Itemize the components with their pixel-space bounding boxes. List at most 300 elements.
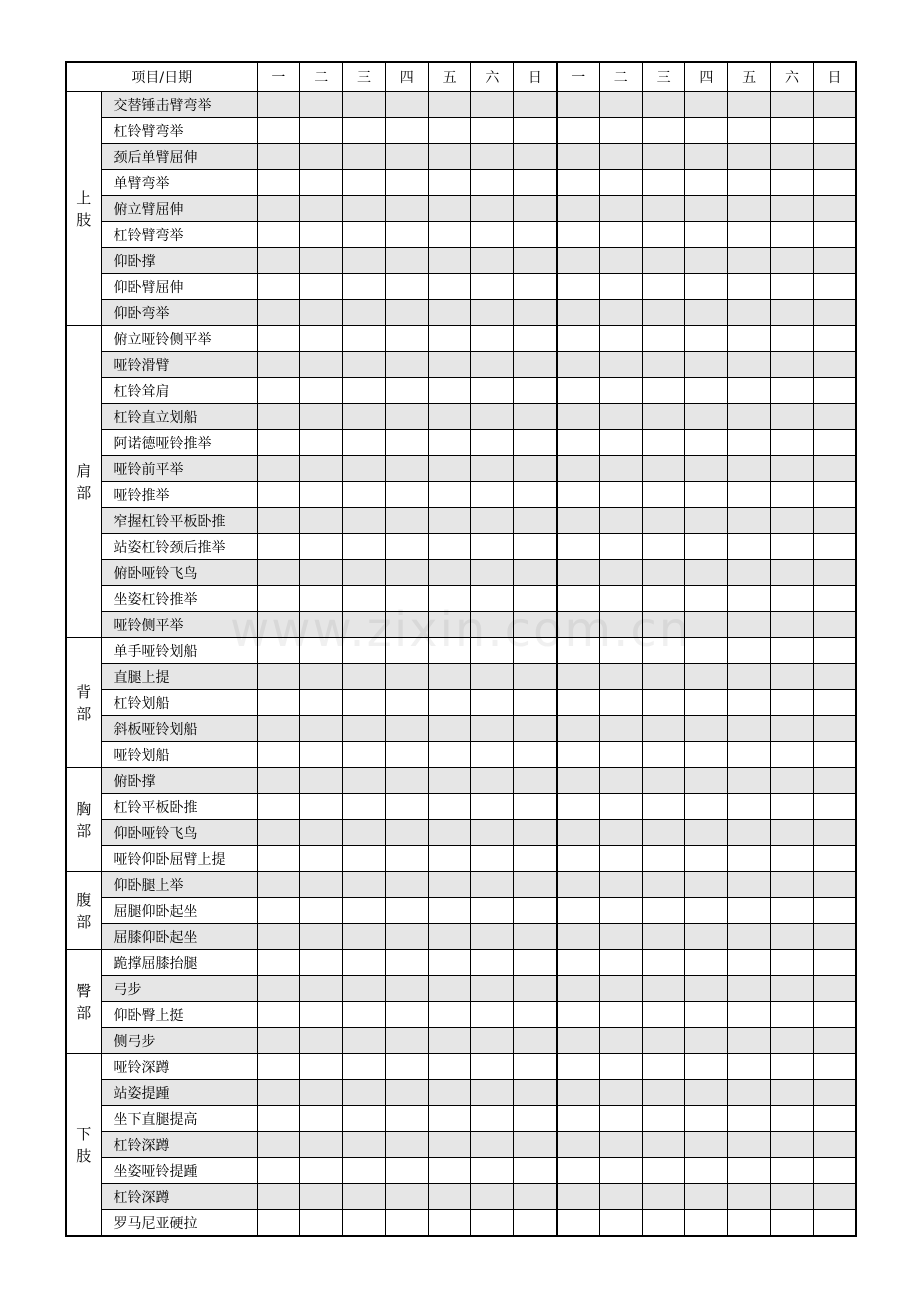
day-cell[interactable] <box>471 170 514 196</box>
day-cell[interactable] <box>300 976 343 1002</box>
day-cell[interactable] <box>728 690 771 716</box>
day-cell[interactable] <box>813 794 856 820</box>
day-cell[interactable] <box>257 742 300 768</box>
day-cell[interactable] <box>343 430 386 456</box>
day-cell[interactable] <box>642 1028 685 1054</box>
day-cell[interactable] <box>385 456 428 482</box>
day-cell[interactable] <box>257 664 300 690</box>
day-cell[interactable] <box>557 482 600 508</box>
day-cell[interactable] <box>771 92 814 118</box>
day-cell[interactable] <box>514 560 557 586</box>
day-cell[interactable] <box>428 1132 471 1158</box>
day-cell[interactable] <box>599 716 642 742</box>
day-cell[interactable] <box>471 872 514 898</box>
day-cell[interactable] <box>385 482 428 508</box>
day-cell[interactable] <box>343 1132 386 1158</box>
day-cell[interactable] <box>557 1132 600 1158</box>
day-cell[interactable] <box>471 950 514 976</box>
day-cell[interactable] <box>599 196 642 222</box>
day-cell[interactable] <box>728 196 771 222</box>
day-cell[interactable] <box>599 118 642 144</box>
day-cell[interactable] <box>599 482 642 508</box>
day-cell[interactable] <box>685 950 728 976</box>
day-cell[interactable] <box>771 144 814 170</box>
day-cell[interactable] <box>343 742 386 768</box>
day-cell[interactable] <box>343 794 386 820</box>
day-cell[interactable] <box>428 144 471 170</box>
day-cell[interactable] <box>514 300 557 326</box>
day-cell[interactable] <box>771 742 814 768</box>
day-cell[interactable] <box>428 976 471 1002</box>
day-cell[interactable] <box>257 794 300 820</box>
day-cell[interactable] <box>728 274 771 300</box>
day-cell[interactable] <box>428 794 471 820</box>
day-cell[interactable] <box>685 378 728 404</box>
day-cell[interactable] <box>813 92 856 118</box>
day-cell[interactable] <box>343 924 386 950</box>
day-cell[interactable] <box>257 1080 300 1106</box>
day-cell[interactable] <box>385 404 428 430</box>
day-cell[interactable] <box>813 716 856 742</box>
day-cell[interactable] <box>385 1184 428 1210</box>
day-cell[interactable] <box>428 820 471 846</box>
day-cell[interactable] <box>514 1054 557 1080</box>
day-cell[interactable] <box>685 222 728 248</box>
day-cell[interactable] <box>685 1184 728 1210</box>
day-cell[interactable] <box>300 586 343 612</box>
day-cell[interactable] <box>813 950 856 976</box>
day-cell[interactable] <box>728 1080 771 1106</box>
day-cell[interactable] <box>343 1002 386 1028</box>
day-cell[interactable] <box>771 1106 814 1132</box>
day-cell[interactable] <box>599 300 642 326</box>
day-cell[interactable] <box>642 534 685 560</box>
day-cell[interactable] <box>728 482 771 508</box>
day-cell[interactable] <box>599 820 642 846</box>
day-cell[interactable] <box>385 300 428 326</box>
day-cell[interactable] <box>471 820 514 846</box>
day-cell[interactable] <box>685 1132 728 1158</box>
day-cell[interactable] <box>728 1106 771 1132</box>
day-cell[interactable] <box>771 950 814 976</box>
day-cell[interactable] <box>599 950 642 976</box>
day-cell[interactable] <box>471 1028 514 1054</box>
day-cell[interactable] <box>385 638 428 664</box>
day-cell[interactable] <box>428 352 471 378</box>
day-cell[interactable] <box>428 1210 471 1237</box>
day-cell[interactable] <box>771 534 814 560</box>
day-cell[interactable] <box>514 404 557 430</box>
day-cell[interactable] <box>813 1054 856 1080</box>
day-cell[interactable] <box>599 768 642 794</box>
day-cell[interactable] <box>599 612 642 638</box>
day-cell[interactable] <box>514 1184 557 1210</box>
day-cell[interactable] <box>771 820 814 846</box>
day-cell[interactable] <box>642 664 685 690</box>
day-cell[interactable] <box>557 144 600 170</box>
day-cell[interactable] <box>514 118 557 144</box>
day-cell[interactable] <box>642 118 685 144</box>
day-cell[interactable] <box>428 690 471 716</box>
day-cell[interactable] <box>599 1210 642 1237</box>
day-cell[interactable] <box>343 1158 386 1184</box>
day-cell[interactable] <box>813 1106 856 1132</box>
day-cell[interactable] <box>557 326 600 352</box>
day-cell[interactable] <box>343 92 386 118</box>
day-cell[interactable] <box>599 664 642 690</box>
day-cell[interactable] <box>428 898 471 924</box>
day-cell[interactable] <box>557 846 600 872</box>
day-cell[interactable] <box>300 768 343 794</box>
day-cell[interactable] <box>343 1106 386 1132</box>
day-cell[interactable] <box>557 222 600 248</box>
day-cell[interactable] <box>771 976 814 1002</box>
day-cell[interactable] <box>599 560 642 586</box>
day-cell[interactable] <box>728 846 771 872</box>
day-cell[interactable] <box>813 1132 856 1158</box>
day-cell[interactable] <box>771 1184 814 1210</box>
day-cell[interactable] <box>514 274 557 300</box>
day-cell[interactable] <box>813 118 856 144</box>
day-cell[interactable] <box>257 430 300 456</box>
day-cell[interactable] <box>428 430 471 456</box>
day-cell[interactable] <box>599 976 642 1002</box>
day-cell[interactable] <box>471 482 514 508</box>
day-cell[interactable] <box>257 976 300 1002</box>
day-cell[interactable] <box>557 300 600 326</box>
day-cell[interactable] <box>557 1106 600 1132</box>
day-cell[interactable] <box>514 1158 557 1184</box>
day-cell[interactable] <box>257 352 300 378</box>
day-cell[interactable] <box>428 1184 471 1210</box>
day-cell[interactable] <box>813 378 856 404</box>
day-cell[interactable] <box>471 716 514 742</box>
day-cell[interactable] <box>599 1002 642 1028</box>
day-cell[interactable] <box>771 1080 814 1106</box>
day-cell[interactable] <box>771 1028 814 1054</box>
day-cell[interactable] <box>771 898 814 924</box>
day-cell[interactable] <box>557 612 600 638</box>
day-cell[interactable] <box>813 872 856 898</box>
day-cell[interactable] <box>385 690 428 716</box>
day-cell[interactable] <box>599 898 642 924</box>
day-cell[interactable] <box>728 664 771 690</box>
day-cell[interactable] <box>428 586 471 612</box>
day-cell[interactable] <box>728 430 771 456</box>
day-cell[interactable] <box>813 1080 856 1106</box>
day-cell[interactable] <box>557 820 600 846</box>
day-cell[interactable] <box>728 742 771 768</box>
day-cell[interactable] <box>642 1106 685 1132</box>
day-cell[interactable] <box>343 638 386 664</box>
day-cell[interactable] <box>728 1132 771 1158</box>
day-cell[interactable] <box>771 456 814 482</box>
day-cell[interactable] <box>728 716 771 742</box>
day-cell[interactable] <box>771 612 814 638</box>
day-cell[interactable] <box>557 638 600 664</box>
day-cell[interactable] <box>343 1054 386 1080</box>
day-cell[interactable] <box>728 352 771 378</box>
day-cell[interactable] <box>599 456 642 482</box>
day-cell[interactable] <box>385 430 428 456</box>
day-cell[interactable] <box>685 612 728 638</box>
day-cell[interactable] <box>728 326 771 352</box>
day-cell[interactable] <box>685 1210 728 1237</box>
day-cell[interactable] <box>685 352 728 378</box>
day-cell[interactable] <box>728 794 771 820</box>
day-cell[interactable] <box>343 716 386 742</box>
day-cell[interactable] <box>771 1132 814 1158</box>
day-cell[interactable] <box>257 872 300 898</box>
day-cell[interactable] <box>642 430 685 456</box>
day-cell[interactable] <box>771 196 814 222</box>
day-cell[interactable] <box>685 560 728 586</box>
day-cell[interactable] <box>428 1002 471 1028</box>
day-cell[interactable] <box>813 1028 856 1054</box>
day-cell[interactable] <box>428 170 471 196</box>
day-cell[interactable] <box>599 1028 642 1054</box>
day-cell[interactable] <box>300 560 343 586</box>
day-cell[interactable] <box>343 1080 386 1106</box>
day-cell[interactable] <box>599 1080 642 1106</box>
day-cell[interactable] <box>813 612 856 638</box>
day-cell[interactable] <box>385 794 428 820</box>
day-cell[interactable] <box>385 612 428 638</box>
day-cell[interactable] <box>300 950 343 976</box>
day-cell[interactable] <box>471 508 514 534</box>
day-cell[interactable] <box>257 586 300 612</box>
day-cell[interactable] <box>343 378 386 404</box>
day-cell[interactable] <box>813 586 856 612</box>
day-cell[interactable] <box>514 430 557 456</box>
day-cell[interactable] <box>257 1132 300 1158</box>
day-cell[interactable] <box>300 1132 343 1158</box>
day-cell[interactable] <box>343 950 386 976</box>
day-cell[interactable] <box>471 898 514 924</box>
day-cell[interactable] <box>300 1210 343 1237</box>
day-cell[interactable] <box>642 248 685 274</box>
day-cell[interactable] <box>257 170 300 196</box>
day-cell[interactable] <box>300 300 343 326</box>
day-cell[interactable] <box>685 742 728 768</box>
day-cell[interactable] <box>599 534 642 560</box>
day-cell[interactable] <box>385 378 428 404</box>
day-cell[interactable] <box>642 950 685 976</box>
day-cell[interactable] <box>257 898 300 924</box>
day-cell[interactable] <box>771 378 814 404</box>
day-cell[interactable] <box>642 846 685 872</box>
day-cell[interactable] <box>685 196 728 222</box>
day-cell[interactable] <box>771 118 814 144</box>
day-cell[interactable] <box>685 508 728 534</box>
day-cell[interactable] <box>257 1028 300 1054</box>
day-cell[interactable] <box>514 716 557 742</box>
day-cell[interactable] <box>642 300 685 326</box>
day-cell[interactable] <box>642 482 685 508</box>
day-cell[interactable] <box>728 248 771 274</box>
day-cell[interactable] <box>257 690 300 716</box>
day-cell[interactable] <box>257 716 300 742</box>
day-cell[interactable] <box>343 482 386 508</box>
day-cell[interactable] <box>642 612 685 638</box>
day-cell[interactable] <box>300 872 343 898</box>
day-cell[interactable] <box>300 326 343 352</box>
day-cell[interactable] <box>428 950 471 976</box>
day-cell[interactable] <box>514 1080 557 1106</box>
day-cell[interactable] <box>514 456 557 482</box>
day-cell[interactable] <box>685 482 728 508</box>
day-cell[interactable] <box>557 274 600 300</box>
day-cell[interactable] <box>385 898 428 924</box>
day-cell[interactable] <box>728 1158 771 1184</box>
day-cell[interactable] <box>385 1002 428 1028</box>
day-cell[interactable] <box>385 924 428 950</box>
day-cell[interactable] <box>257 92 300 118</box>
day-cell[interactable] <box>599 846 642 872</box>
day-cell[interactable] <box>257 404 300 430</box>
day-cell[interactable] <box>385 352 428 378</box>
day-cell[interactable] <box>557 170 600 196</box>
day-cell[interactable] <box>471 1054 514 1080</box>
day-cell[interactable] <box>771 326 814 352</box>
day-cell[interactable] <box>471 1002 514 1028</box>
day-cell[interactable] <box>385 716 428 742</box>
day-cell[interactable] <box>343 1210 386 1237</box>
day-cell[interactable] <box>428 1028 471 1054</box>
day-cell[interactable] <box>557 768 600 794</box>
day-cell[interactable] <box>642 144 685 170</box>
day-cell[interactable] <box>514 976 557 1002</box>
day-cell[interactable] <box>642 92 685 118</box>
day-cell[interactable] <box>471 196 514 222</box>
day-cell[interactable] <box>300 664 343 690</box>
day-cell[interactable] <box>471 430 514 456</box>
day-cell[interactable] <box>685 794 728 820</box>
day-cell[interactable] <box>385 1132 428 1158</box>
day-cell[interactable] <box>471 222 514 248</box>
day-cell[interactable] <box>728 1002 771 1028</box>
day-cell[interactable] <box>514 586 557 612</box>
day-cell[interactable] <box>685 846 728 872</box>
day-cell[interactable] <box>385 222 428 248</box>
day-cell[interactable] <box>257 534 300 560</box>
day-cell[interactable] <box>471 560 514 586</box>
day-cell[interactable] <box>514 534 557 560</box>
day-cell[interactable] <box>257 1106 300 1132</box>
day-cell[interactable] <box>257 456 300 482</box>
day-cell[interactable] <box>557 508 600 534</box>
day-cell[interactable] <box>685 586 728 612</box>
day-cell[interactable] <box>428 872 471 898</box>
day-cell[interactable] <box>385 1080 428 1106</box>
day-cell[interactable] <box>257 1158 300 1184</box>
day-cell[interactable] <box>428 508 471 534</box>
day-cell[interactable] <box>257 1002 300 1028</box>
day-cell[interactable] <box>385 586 428 612</box>
day-cell[interactable] <box>471 1210 514 1237</box>
day-cell[interactable] <box>813 768 856 794</box>
day-cell[interactable] <box>343 118 386 144</box>
day-cell[interactable] <box>813 638 856 664</box>
day-cell[interactable] <box>557 560 600 586</box>
day-cell[interactable] <box>728 118 771 144</box>
day-cell[interactable] <box>343 534 386 560</box>
day-cell[interactable] <box>471 378 514 404</box>
day-cell[interactable] <box>428 92 471 118</box>
day-cell[interactable] <box>385 1210 428 1237</box>
day-cell[interactable] <box>471 794 514 820</box>
day-cell[interactable] <box>257 118 300 144</box>
day-cell[interactable] <box>300 1080 343 1106</box>
day-cell[interactable] <box>771 1210 814 1237</box>
day-cell[interactable] <box>813 352 856 378</box>
day-cell[interactable] <box>771 794 814 820</box>
day-cell[interactable] <box>385 170 428 196</box>
day-cell[interactable] <box>428 846 471 872</box>
day-cell[interactable] <box>514 950 557 976</box>
day-cell[interactable] <box>728 1184 771 1210</box>
day-cell[interactable] <box>685 92 728 118</box>
day-cell[interactable] <box>728 1054 771 1080</box>
day-cell[interactable] <box>771 1054 814 1080</box>
day-cell[interactable] <box>343 898 386 924</box>
day-cell[interactable] <box>514 222 557 248</box>
day-cell[interactable] <box>557 118 600 144</box>
day-cell[interactable] <box>514 846 557 872</box>
day-cell[interactable] <box>557 404 600 430</box>
day-cell[interactable] <box>728 170 771 196</box>
day-cell[interactable] <box>771 846 814 872</box>
day-cell[interactable] <box>771 430 814 456</box>
day-cell[interactable] <box>300 482 343 508</box>
day-cell[interactable] <box>685 768 728 794</box>
day-cell[interactable] <box>300 794 343 820</box>
day-cell[interactable] <box>343 352 386 378</box>
day-cell[interactable] <box>557 950 600 976</box>
day-cell[interactable] <box>813 742 856 768</box>
day-cell[interactable] <box>385 92 428 118</box>
day-cell[interactable] <box>385 976 428 1002</box>
day-cell[interactable] <box>557 456 600 482</box>
day-cell[interactable] <box>557 716 600 742</box>
day-cell[interactable] <box>813 1210 856 1237</box>
day-cell[interactable] <box>557 690 600 716</box>
day-cell[interactable] <box>813 534 856 560</box>
day-cell[interactable] <box>343 300 386 326</box>
day-cell[interactable] <box>685 430 728 456</box>
day-cell[interactable] <box>728 300 771 326</box>
day-cell[interactable] <box>514 92 557 118</box>
day-cell[interactable] <box>300 924 343 950</box>
day-cell[interactable] <box>771 586 814 612</box>
day-cell[interactable] <box>728 378 771 404</box>
day-cell[interactable] <box>471 1184 514 1210</box>
day-cell[interactable] <box>557 430 600 456</box>
day-cell[interactable] <box>685 924 728 950</box>
day-cell[interactable] <box>599 144 642 170</box>
day-cell[interactable] <box>685 170 728 196</box>
day-cell[interactable] <box>428 768 471 794</box>
day-cell[interactable] <box>642 1158 685 1184</box>
day-cell[interactable] <box>728 586 771 612</box>
day-cell[interactable] <box>813 898 856 924</box>
day-cell[interactable] <box>300 196 343 222</box>
day-cell[interactable] <box>300 716 343 742</box>
day-cell[interactable] <box>257 846 300 872</box>
day-cell[interactable] <box>471 638 514 664</box>
day-cell[interactable] <box>599 690 642 716</box>
day-cell[interactable] <box>300 742 343 768</box>
